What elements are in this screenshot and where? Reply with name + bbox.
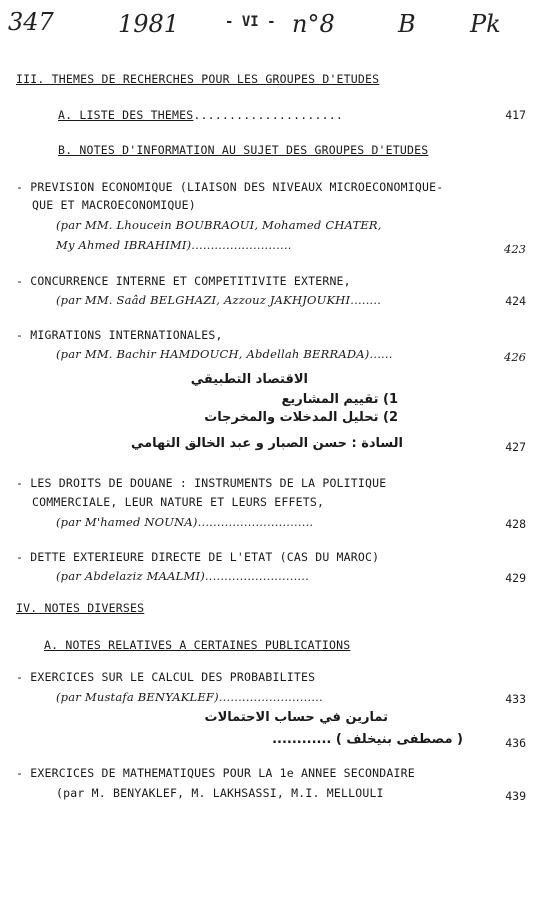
section-4-title: IV. NOTES DIVERSES	[16, 601, 145, 615]
entry-3-arabic-item-1: 1) تقييم المشاريع	[281, 392, 398, 407]
entry-1-line-3: (par MM. Lhoucein BOUBRAOUI, Mohamed CHATER,	[56, 218, 382, 232]
entry-3-page: 426	[504, 350, 526, 364]
handwritten-volume: - VI -	[225, 14, 276, 30]
entry-5-line-1: - DETTE EXTERIEURE DIRECTE DE L'ETAT (CAS DU MAROC)	[16, 550, 380, 564]
entry-2-line-1: - CONCURRENCE INTERNE ET COMPETITIVITE EXTERNE,	[16, 274, 351, 288]
handwritten-archive-number: 347	[8, 8, 54, 36]
entry-4-line-3: (par M'hamed NOUNA)..............................	[56, 515, 314, 529]
entry-3-arabic-item-2: 2) تحليل المدخلات والمخرجات	[204, 410, 398, 425]
entry-6-page: 433	[505, 692, 526, 706]
entry-3-line-2: (par MM. Bachir HAMDOUCH, Abdellah BERRADA)......	[56, 347, 393, 361]
section-3b-title: B. NOTES D'INFORMATION AU SUJET DES GROUPES D'ETUDES	[58, 143, 429, 157]
entry-2-line-2: (par MM. Saâd BELGHAZI, Azzouz JAKHJOUKHI........	[56, 293, 382, 307]
entry-4-line-2: COMMERCIALE, LEUR NATURE ET LEURS EFFETS,	[32, 495, 325, 509]
section-3-title: III. THEMES DE RECHERCHES POUR LES GROUPES D'ETUDES	[16, 72, 380, 86]
section-4a-title: A. NOTES RELATIVES A CERTAINES PUBLICATIONS	[44, 638, 351, 652]
entry-3-arabic-authors: السادة : حسن الصبار و عبد الخالق التهامي	[130, 436, 403, 451]
entry-1-line-1: - PREVISION ECONOMIQUE (LIAISON DES NIVEAUX MICROECONOMIQUE-	[16, 180, 444, 194]
entry-4-line-1: - LES DROITS DE DOUANE : INSTRUMENTS DE LA POLITIQUE	[16, 476, 387, 490]
entry-1-line-2: QUE ET MACROECONOMIQUE)	[32, 198, 196, 212]
entry-3-line-1: - MIGRATIONS INTERNATIONALES,	[16, 328, 223, 342]
handwritten-page-code: Pk	[470, 10, 501, 38]
entry-1-page: 423	[504, 242, 526, 256]
section-3a-title: A. LISTE DES THEMES	[58, 108, 194, 122]
entry-3-arabic-title: الاقتصاد التطبيقي	[190, 372, 308, 387]
entry-6-arabic-page: 436	[505, 736, 526, 750]
entry-6-line-2: (par Mustafa BENYAKLEF)...........................	[56, 690, 323, 704]
entry-1-line-4: My Ahmed IBRAHIMI)..........................	[56, 238, 292, 252]
entry-6-arabic-title: تمارين في حساب الاحتمالات	[204, 710, 388, 725]
section-3a-dots: .....................	[193, 108, 343, 122]
entry-2-page: 424	[505, 294, 526, 308]
entry-7-page: 439	[505, 789, 526, 803]
section-3a-heading	[58, 108, 343, 122]
handwritten-year: 1981	[118, 10, 180, 38]
handwritten-number: n°8	[292, 10, 335, 38]
handwritten-letter: B	[398, 10, 416, 38]
entry-5-page: 429	[505, 571, 526, 585]
entry-7-line-1: - EXERCICES DE MATHEMATIQUES POUR LA 1e ANNEE SECONDAIRE	[16, 766, 415, 780]
section-3a-page: 417	[505, 108, 526, 122]
entry-4-page: 428	[505, 517, 526, 531]
entry-3-arabic-page: 427	[505, 440, 526, 454]
entry-7-line-2: (par M. BENYAKLEF, M. LAKHSASSI, M.I. MELLOULI	[56, 786, 384, 800]
entry-6-line-1: - EXERCICES SUR LE CALCUL DES PROBABILITES	[16, 670, 316, 684]
entry-6-arabic-author: ( مصطفى بنيخلف ) ............	[272, 732, 463, 747]
entry-5-line-2: (par Abdelaziz MAALMI)...........................	[56, 569, 310, 583]
